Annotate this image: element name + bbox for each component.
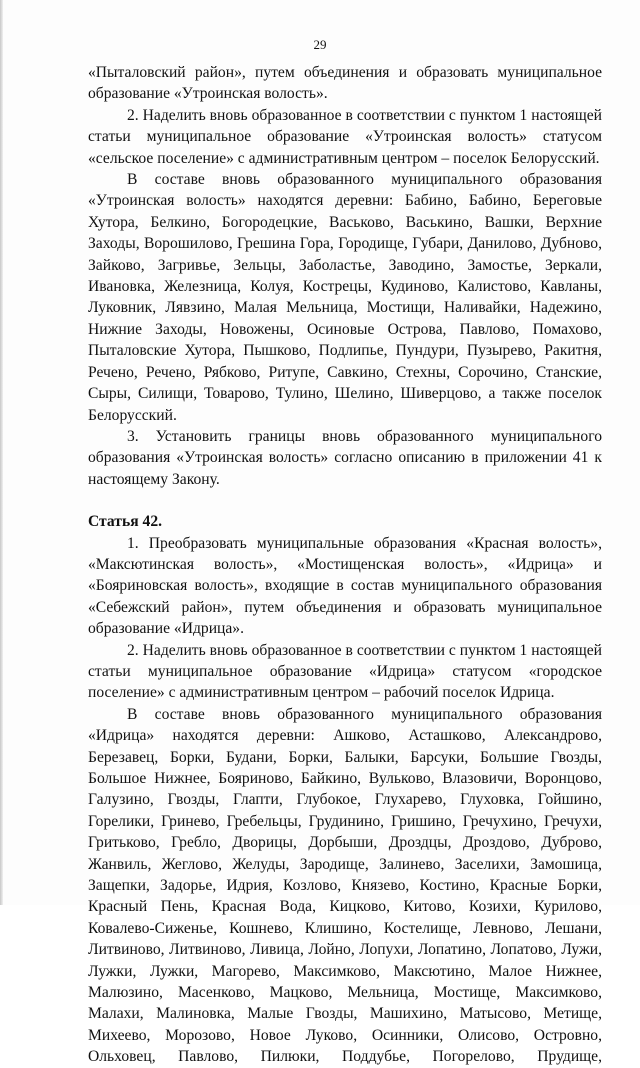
paragraph-villages-utroinskaya: В составе вновь образованного муниципального образования «Утроинская волость» находятся деревни: Бабино, Бабино, Береговые Хутора, Белкино, Богородецкие, Васьково, Васькино, Вашки, Верхние Заходы, Ворошилово, Грешина Гора, Городище, Губари, Данилово, Дубново, Зайково, Загривье, Зельцы, Заболастье, Заводино, Замостье, Зеркали, Ивановка, Железница, Колуя, Кострецы, Кудиново, Калистово, Кавланы, Луковник, Лявзино, Малая Мельница, Мостищи, Наливайки, Надежино, Нижние Заходы, Новожены, Осиновые Острова, Павлово, Помахово, Пыталовские Хутора, Пышково, Подлипье, Пундури, Пузырево, Ракитня, Речено, Речено, Рябково, Ритупе, Савкино, Стехны, Сорочино, Станские, Сыры, Силищи, Товарово, Тулино, Шелино, Шиверцово, а также поселок Белорусский.: [88, 171, 602, 424]
page-number: 29: [313, 37, 327, 52]
scan-edge-shadow: [0, 0, 3, 905]
paragraph-continuation: «Пыталовский район», путем объединения и образовать муниципальное образование «Утроинская волость».: [88, 64, 602, 103]
paragraph-item-2-utroinskaya: 2. Наделить вновь образованное в соответствии с пунктом 1 настоящей статьи муниципальное образование «Утроинская волость» статусом «сельское поселение» с административным центром – поселок Белорусский.: [88, 106, 602, 167]
article-heading: Статья 42.: [88, 513, 163, 531]
document-body: [88, 62, 602, 1068]
paragraph-item-3-utroinskaya: 3. Установить границы вновь образованного муниципального образования «Утроинская волость» согласно описанию в приложении 41 к настоящему Закону.: [88, 427, 602, 488]
paragraph-villages-idritsa: В составе вновь образованного муниципального образования «Идрица» находятся деревни: Ашково, Асташково, Александрово, Березавец, Борки, Будани, Борки, Балыки, Барсуки, Большие Гвозды, Большое Нижнее, Бояриново, Байкино, Вульково, Влазовичи, Воронцово, Галузино, Гвозды, Глапти, Глубокое, Глухарево, Глуховка, Гойшино, Горелики, Гринево, Гребельцы, Грудинино, Гришино, Гречухино, Гречухи, Гритьково, Гребло, Дворицы, Дорбыши, Дроздцы, Дроздово, Дуброво, Жанвиль, Жеглово, Желуды, Зародище, Залинево, Заселихи, Замошица, Защепки, Задорье, Идрия, Козлово, Князево, Костино, Красные Борки, Красный Пень, Красная Вода, Кицково, Китово, Козихи, Курилово, Ковалево-Сиженье, Кошнево, Клишино, Костелище, Левново, Лешани, Литвиново, Литвиново, Ливица, Лойно, Лопухи, Лопатино, Лопатово, Лужи, Лужки, Лужки, Магорево, Максимково, Максютино, Малое Нижнее, Малюзино, Масенково, Мацково, Мельница, Мостище, Максимково, Малахи, Малиновка, Малые Гвозды, Машихино, Матысово, Метище, Михеево, Морозово, Новое Луково, Осинники, Олисово, Островно, Ольховец, Павлово, Пилюки, Поддубье, Погорелово, Прудище,: [88, 705, 602, 1066]
paragraph-item-1-idritsa: 1. Преобразовать муниципальные образования «Красная волость», «Максютинская волость», «Мостищенская волость», «Идрица» и «Бояриновская волость», входящие в состав муниципального образования «Себежский район», путем объединения и образовать муниципальное образование «Идрица».: [88, 534, 602, 638]
paragraph-item-2-idritsa: 2. Наделить вновь образованное в соответствии с пунктом 1 настоящей статьи муниципальное образование «Идрица» статусом «городское поселение» с административным центром – рабочий поселок Идрица.: [88, 641, 602, 702]
